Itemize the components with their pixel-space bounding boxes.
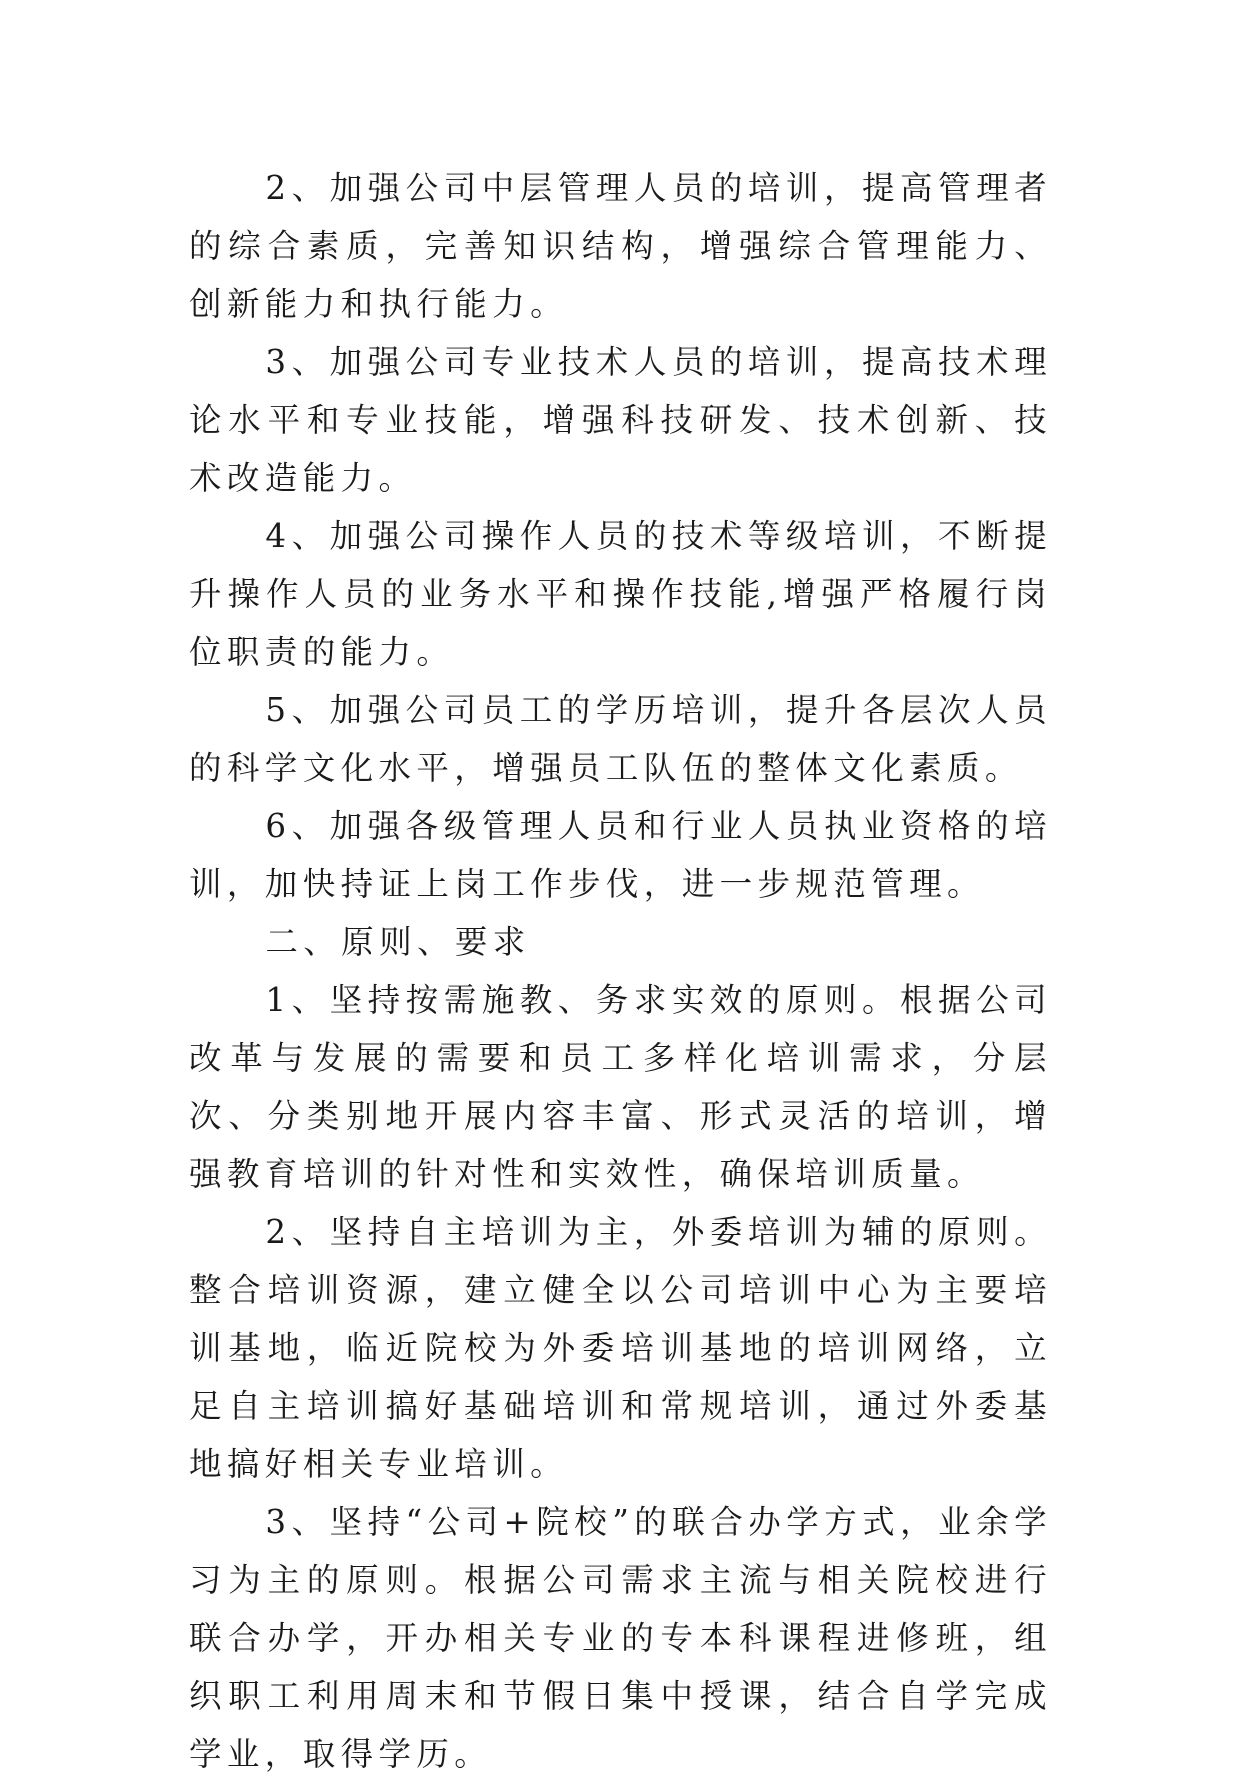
paragraph-principle-3: 3、坚持“公司+院校”的联合办学方式，业余学习为主的原则。根据公司需求主流与相关院校进行联合办学，开办相关专业的专本科课程进修班，组织职工利用周末和节假日集中授课，结合自学完成学业，取得学历。 (189, 1503, 1052, 1773)
paragraph-objective-6: 6、加强各级管理人员和行业人员执业资格的培训，加快持证上岗工作步伐，进一步规范管理。 (189, 807, 1052, 903)
paragraph-principle-1: 1、坚持按需施教、务求实效的原则。根据公司改革与发展的需要和员工多样化培训需求，分层次、分类别地开展内容丰富、形式灵活的培训，增强教育培训的针对性和实效性，确保培训质量。 (189, 981, 1052, 1193)
paragraph-objective-2: 2、加强公司中层管理人员的培训，提高管理者的综合素质，完善知识结构，增强综合管理能力、创新能力和执行能力。 (189, 169, 1052, 323)
section-heading: 二、原则、要求 (265, 923, 531, 961)
paragraph-objective-4: 4、加强公司操作人员的技术等级培训，不断提升操作人员的业务水平和操作技能,增强严格履行岗位职责的能力。 (189, 517, 1052, 671)
paragraph-principle-2: 2、坚持自主培训为主，外委培训为辅的原则。整合培训资源，建立健全以公司培训中心为主要培训基地，临近院校为外委培训基地的培训网络，立足自主培训搞好基础培训和常规培训，通过外委基地搞好相关专业培训。 (189, 1213, 1052, 1483)
document-body (189, 159, 1052, 1783)
paragraph-objective-3: 3、加强公司专业技术人员的培训，提高技术理论水平和专业技能，增强科技研发、技术创新、技术改造能力。 (189, 343, 1052, 497)
paragraph-objective-5: 5、加强公司员工的学历培训，提升各层次人员的科学文化水平，增强员工队伍的整体文化素质。 (189, 691, 1052, 787)
